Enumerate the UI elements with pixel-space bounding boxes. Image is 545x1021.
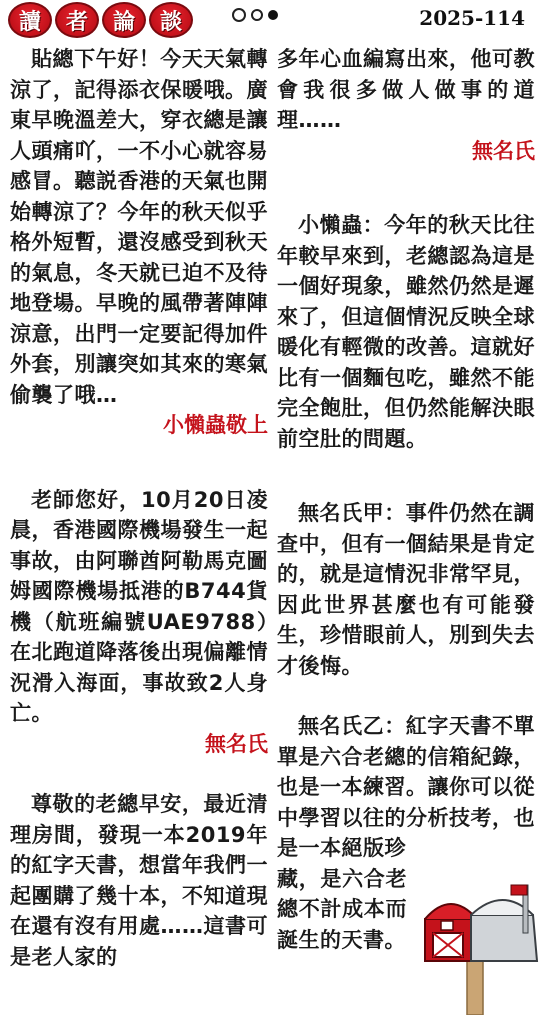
reader-letter-1: 貼總下午好！今天天氣轉涼了，記得添衣保暖哦。廣東早晚溫差大，穿衣總是讓人頭痛吖，一不小心就容易感冒。聽説香港的天氣也開始轉涼了？今年的秋天似乎格外短暫，還沒感受到秋天的氣息，冬天就已迫不及待地登場。早晚的風帶著陣陣涼意，出門一定要記得加件外套，別讓突如其來的寒氣偷襲了哦… [10,47,268,407]
reader-letter-2: 老師您好，10月20日凌晨，香港國際機場發生一起事故，由阿聯酋阿勒馬克圖姆國際機場抵港的B744貨機（航班編號UAE9788）在北跑道降落後出現偏離情況滑入海面，事故致2人身亡。 [10,487,268,725]
reader-letter-3-continued: 多年心血編寫出來，他可教會我很多做人做事的道理…… [277,47,535,132]
editor-reply-2: 無名氏甲：事件仍然在調查中，但有一個結果是肯定的，就是這情況非常罕見，因此世界甚麼也有可能發生，珍惜眼前人，別到失去才後悔。 [277,501,535,678]
circle-icon [232,8,246,22]
letter-1-signature: 小懶蟲敬上 [163,413,268,437]
reader-letter-3: 尊敬的老總早安，最近清理房間，發現一本2019年的紅字天書，想當年我們一起團購了幾十本，不知道現在還有沒有用處……這書可是老人家的 [10,792,268,969]
right-column [277,44,535,955]
mailbox-illustration [415,875,539,1015]
letter-2-signature: 無名氏 [205,731,268,756]
title-badge: 者 [55,2,99,38]
column-header [0,0,545,40]
column-title-badges [8,2,193,38]
letter-3-signature: 無名氏 [472,138,535,163]
left-column [10,44,268,972]
filled-circle-icon [268,10,278,20]
editor-reply-3-end: 藏，是六合老總不計成本而誕生的天書。 [277,866,407,952]
circle-icon [251,9,263,21]
title-badge: 讀 [8,2,52,38]
decorative-dots [232,8,278,22]
title-badge: 論 [102,2,146,38]
editor-reply-3: 無名氏乙：紅字天書不單單是六合老總的信箱紀錄，也是一本練習。讓你可以從中學習以往的分析技考，也是一本絕版珍 [277,714,535,860]
issue-number: 2025-114 [419,6,525,30]
title-badge: 談 [149,2,193,38]
editor-reply-1: 小懶蟲：今年的秋天比往年較早來到，老總認為這是一個好現象，雖然仍然是遲來了，但這個情況反映全球暖化有輕微的改善。這就好比有一個麵包吃，雖然不能完全飽肚，但仍然能解決眼前空肚的問題。 [277,213,535,451]
